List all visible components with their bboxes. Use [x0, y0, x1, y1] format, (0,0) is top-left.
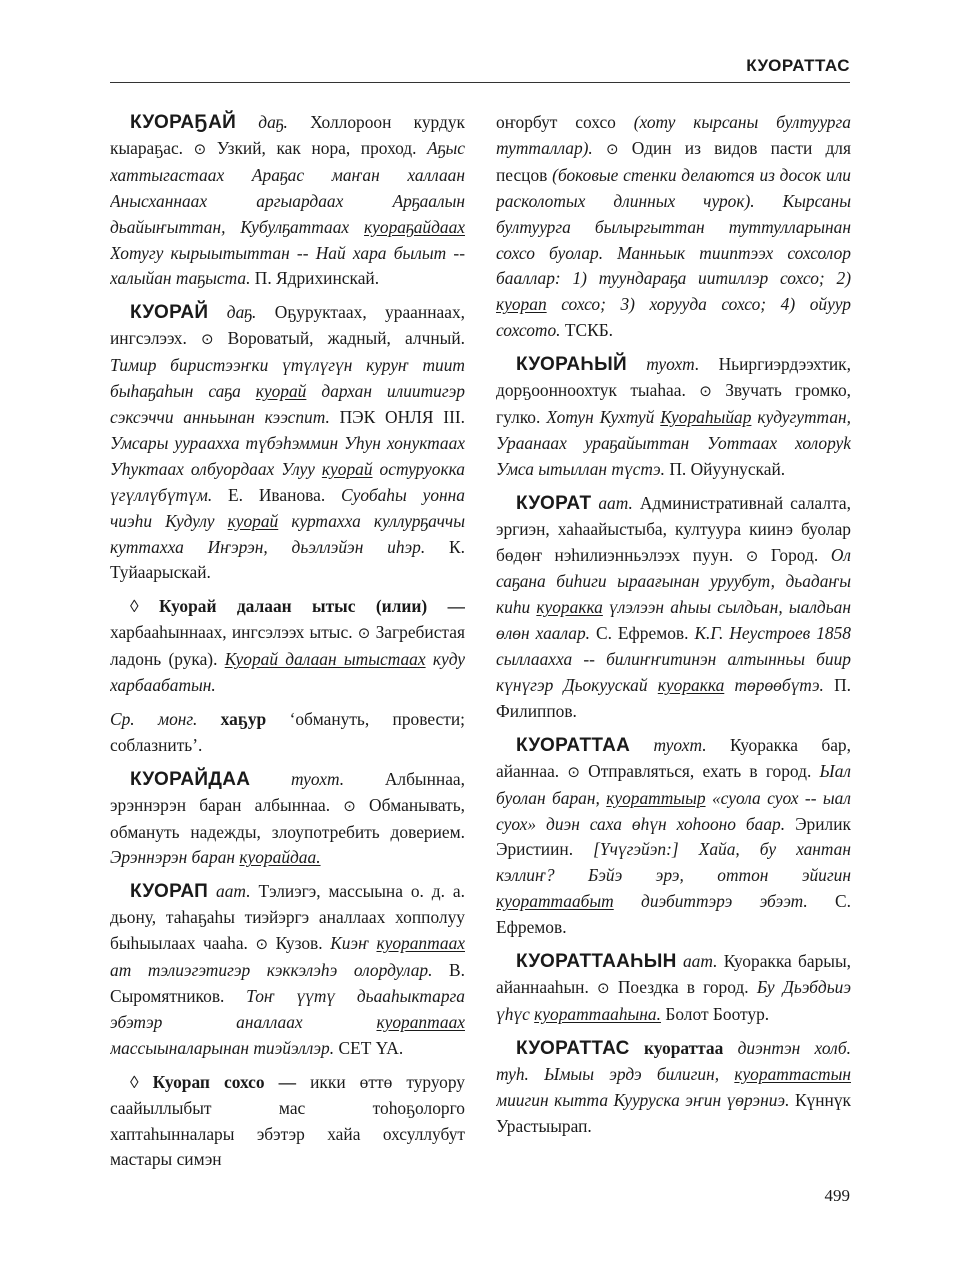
source: Болот Боотур. — [665, 1003, 770, 1024]
russian-translation: Вороватый, жадный, алчный. — [227, 328, 465, 349]
example: Умсары уураахха түбэһэммин Уһун хонуктаах Уһуктаах олбуордаах Улуу — [110, 432, 465, 479]
entry-kuorattas — [496, 1036, 851, 1140]
example: Ыал буолан баран, — [496, 760, 851, 808]
definition: Административнай салалта, эргиэн, хаһаайыстыба, култуура киинэ буолар бөдөҥ нэһилиэнньэлээх пуун. — [496, 492, 851, 565]
circle-dot-icon: ⊙ — [343, 796, 356, 815]
running-header — [110, 56, 850, 83]
circle-dot-icon: ⊙ — [567, 762, 580, 781]
example-keyword: куораттастын — [734, 1063, 851, 1084]
example-keyword: куорaптаах — [376, 933, 465, 954]
circle-dot-icon: ⊙ — [255, 935, 269, 954]
circle-dot-icon: ⊙ — [605, 139, 619, 158]
example: кудугуттан, Ураанаах ураҕайыттан Уоттаах холоруk Умса ытыллан түстэ. — [496, 406, 851, 479]
example-keyword: куораттыыр — [606, 787, 706, 808]
source: П. Ойуунускай. — [669, 458, 786, 479]
example: [Үчүгэйэп:] Хайа, бу хантан кэллиҥ? Бэйэ эрэ, оттон эйигин — [496, 839, 851, 886]
entry-kuorat — [496, 491, 851, 725]
definition: Куоракка барыы, айаннааһын. — [496, 951, 851, 997]
example-keyword: куорaптаах — [376, 1011, 465, 1032]
example-keyword: куорай — [255, 381, 307, 402]
part-of-speech: аат. — [598, 492, 633, 513]
russian-translation: Обманывать, обмануть надежды, злоупотребить доверием. — [110, 794, 465, 842]
running-header-title: КУОРАТТАС — [746, 56, 850, 75]
example: «суола суох -- ыал суох» диэн саха өһүн хоһооно баар. — [496, 787, 851, 834]
russian-translation: Загребистая ладонь (рука). — [110, 622, 465, 670]
example: дархан илиитигэр сэксэччи анньынан кээспит. — [110, 381, 465, 427]
example: үлэлээн аһыы сылдьан, ыалдьан өлөн хаалар. — [496, 597, 851, 644]
definition: Тэлиэгэ, массыына о. д. а. дьону, таһаҕаһы тиэйэргэ аналлаах хопполуу быһыылаах чааһа. — [110, 881, 465, 954]
phrase: Куорап сохсо — — [152, 1071, 297, 1092]
entry-kuorai — [110, 300, 465, 586]
example: төрөөбүтэ. — [734, 675, 824, 696]
entry-kuorap — [110, 879, 465, 1061]
example-keyword: куоракка — [657, 675, 725, 696]
part-of-speech: даҕ. — [226, 302, 257, 323]
example: остуруокка үгүллүбүтүм. — [110, 458, 465, 505]
entry-kuoragai — [110, 110, 465, 292]
example: Тимир биристээҥки үтүлүгүн куруҥ тиит быһаҕаһын саҕа — [110, 355, 465, 402]
definition: Куоракка бар, айаннаа. — [496, 734, 851, 781]
russian-note: (боковые стенки делаются из досок или расколотых длинных чурок). — [496, 164, 851, 211]
phrase: Куорай далаан ытыс (илии) — — [158, 596, 465, 617]
mongolian-word: хаҕур — [220, 708, 267, 729]
left-column — [110, 110, 465, 1190]
russian-translation: Кузов. — [275, 933, 323, 954]
headword: КУОРАП — [130, 881, 209, 903]
source: ПЭК ОНЛЯ III. — [339, 406, 465, 427]
example: Тоҥ үүтү дьааһыктарга эбэтэр аналлаах — [110, 986, 465, 1032]
example-keyword: Куораһыйар — [660, 406, 752, 427]
source: К. Туйаарыскай. — [110, 536, 465, 583]
diamond-icon: ◊ — [130, 1071, 139, 1092]
phrase-kuorap-sokhso — [110, 1070, 465, 1174]
circle-dot-icon: ⊙ — [357, 624, 371, 643]
example: диэбиттэрэ эбээт. — [641, 891, 808, 912]
entry-kuorahyi — [496, 352, 851, 483]
gloss: ‘обмануть, провести; соблазнить’. — [110, 708, 465, 755]
entry-kuoraidaa — [110, 767, 465, 872]
headword: КУОРАЙДАА — [130, 768, 251, 790]
russian-translation: Город. — [770, 544, 819, 565]
definition: оҥорбут сохсо — [496, 112, 616, 132]
example: Бу Дьэбдьиэ үһүс — [496, 977, 851, 1024]
example-keyword: куорай — [227, 510, 279, 531]
circle-dot-icon: ⊙ — [193, 139, 207, 158]
definition: харбааһыннаах, ингсэлээх ытыс. — [110, 622, 353, 643]
usage-note: (хоту кырсаны бултуурга тутталлар). — [496, 112, 851, 158]
source: Е. Иванова. — [228, 484, 326, 505]
source: ТСКБ. — [564, 320, 614, 341]
part-of-speech: аат. — [216, 881, 251, 902]
part-of-speech: даҕ. — [258, 112, 288, 132]
example-keyword: куораттаабыт — [496, 891, 614, 912]
russian-translation: Поездка в город. — [617, 977, 749, 997]
etymology-note — [110, 707, 465, 759]
base-word: куораттаа — [643, 1037, 724, 1058]
part-of-speech: туохт. — [646, 354, 700, 375]
headword: КУОРАҔАЙ — [130, 112, 237, 133]
phrase-kuorap-sokhso-continued — [496, 110, 851, 344]
definition: Албыннаа, эрэннэрэн баран албыннаа. — [110, 768, 465, 815]
headword: КУОРАҺЫЙ — [516, 354, 627, 376]
headword: КУОРАТТАС — [516, 1037, 630, 1059]
part-of-speech: диэнтэн холб. туһ. — [496, 1037, 851, 1084]
example-keyword: куораттааһына. — [534, 1003, 661, 1024]
example-keyword: куорайдаа. — [239, 847, 321, 868]
example-keyword: Куорай далаан ытыстаах — [224, 649, 426, 670]
diamond-icon: ◊ — [130, 596, 139, 617]
definition: Оҕуруктаах, урааннаах, ингсэлээх. — [110, 302, 465, 349]
circle-dot-icon: ⊙ — [699, 382, 712, 401]
example: ат тэлиэгэтигэр кэккэлэһэ олордулар. — [110, 960, 433, 981]
part-of-speech: аат. — [682, 951, 718, 972]
right-column — [496, 110, 851, 1190]
example: Ол саҕана биһиги ыраағынан уруубут, дьадаҥы киһи — [496, 544, 851, 618]
example: Эрэннэрэн баран — [110, 847, 236, 868]
part-of-speech: туохт. — [653, 734, 707, 755]
example: сохсо; 3) хорууда сохсо; 4) ойуур сохсото. — [496, 294, 851, 341]
definition: Холлороон курдук кыараҕас. — [110, 112, 465, 158]
page-number: 499 — [824, 1186, 850, 1205]
example-keyword: куоракка — [536, 597, 603, 618]
example: Ымыы эрдэ билигин, — [544, 1063, 720, 1084]
source: Күннүк Урастыырап. — [496, 1089, 851, 1136]
example: Хотун Кухтуй — [546, 406, 655, 427]
example: куду харбаабатын. — [110, 649, 465, 696]
example: куртахха куллурҕаччы куттахха Иҥэрэн, дьэллэйэн иһэр. — [110, 510, 465, 557]
headword: КУОРАЙ — [130, 302, 209, 324]
part-of-speech: туохт. — [291, 768, 345, 789]
example-keyword: куораҕайдаах — [364, 216, 465, 237]
russian-translation: Узкий, как нора, проход. — [216, 137, 417, 158]
russian-translation: Отправляться, ехать в город. — [588, 760, 812, 781]
cf-label: Ср. монг. — [110, 708, 198, 729]
russian-translation: Звучать громко, гулко. — [496, 380, 851, 427]
phrase-kuorai-dalaan — [110, 594, 465, 699]
example: К.Г. Неустроев 1858 сыллаахха -- билиҥҥитинэн алтынньы биир күнүгэр Дьокуускай — [496, 623, 851, 696]
example: Аҕыс хаттыгастаах Араҕас маҥан халлаан Анысханнаах аргыардаах Арҕаалын дьайыҥыттан, Кубулҕаттаах — [110, 137, 465, 237]
definition: икки өттө туруору саайыллыбыт мас тоһоҕолорго хаптаһынналары эбэтэр хайа охсуллубут мастары симэн — [110, 1071, 465, 1170]
definition: Ньиргиэрдээхтик, дорҕоонноохтук тыаһаа. — [496, 354, 851, 401]
circle-dot-icon: ⊙ — [200, 330, 214, 349]
circle-dot-icon: ⊙ — [597, 979, 610, 997]
source: СЕТ YA. — [338, 1037, 404, 1058]
circle-dot-icon: ⊙ — [745, 546, 759, 565]
headword: КУОРАТТАА — [516, 734, 631, 756]
example: миигин кытта Кууруска эҥин үөрэниэ. — [496, 1089, 790, 1110]
example-keyword: куорап — [496, 294, 547, 315]
source: П. Ядрихинскай. — [254, 268, 380, 289]
entry-kuorattaahyn — [496, 949, 851, 1028]
example: Суобаһы уонна чиэһи Кудулу — [110, 484, 465, 531]
source: П. Филиппов. — [496, 675, 851, 721]
source: С. Ефремов. — [496, 891, 851, 938]
entry-kuorattaa — [496, 733, 851, 941]
russian-translation: Один из видов пасти для песцов — [496, 137, 851, 185]
example: Кырсаны бултуурга былыргыттан туттулларынан сохсо буолар. Манньык тииптээх сохсолор бааллар: 1) туундараҕа иитиллэр сохсо; 2) — [496, 190, 851, 289]
source: Эрилик Эристиин. — [496, 813, 851, 860]
example-keyword: куорай — [321, 458, 373, 479]
example: массыыналарынан тиэйэллэр. — [110, 1037, 335, 1058]
source: В. Сыромятников. — [110, 960, 465, 1006]
headword: КУОРАТ — [516, 492, 592, 514]
source: С. Ефремов. — [595, 623, 689, 644]
headword: КУОРАТТААҺЫН — [516, 951, 677, 973]
example: Хотугу кырыытыттан -- Най хара былыт -- халыйан таҕыста. — [110, 242, 465, 289]
example: Киэҥ — [330, 933, 369, 954]
